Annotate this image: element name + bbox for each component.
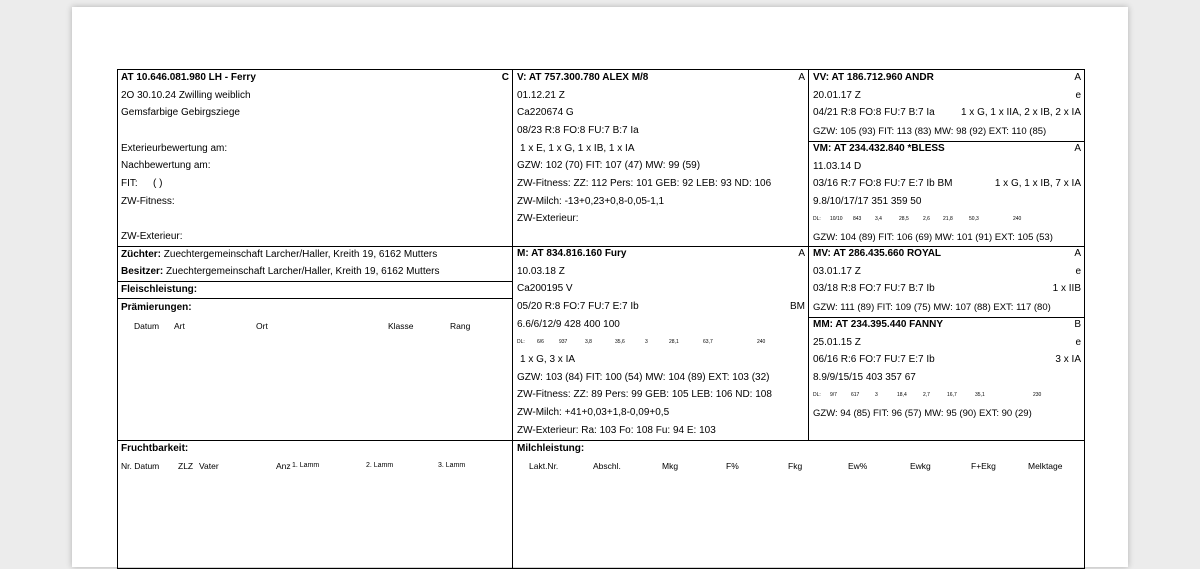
divider	[808, 70, 809, 440]
mother-title: M: AT 834.816.160 Fury	[517, 248, 627, 259]
mother-zw-fitness: ZW-Fitness: ZZ: 89 Pers: 99 GEB: 105 LEB: 106 ND: 108	[517, 389, 772, 400]
mother-gzw: GZW: 103 (84) FIT: 100 (54) MW: 104 (89) EXT: 103 (32)	[517, 372, 770, 383]
mm-dl-value: 9/7	[830, 392, 837, 398]
fit-label: FIT:	[121, 178, 138, 189]
animal-title: AT 10.646.081.980 LH - Ferry	[121, 72, 256, 83]
divider	[118, 246, 1084, 247]
mother-dl-value: 3,8	[585, 339, 592, 345]
mm-dl-value: 617	[851, 392, 860, 398]
fertility-label: Fruchtbarkeit:	[121, 443, 189, 454]
breeder-row	[121, 249, 437, 261]
vm-dl-value: 3,4	[875, 216, 882, 222]
mm-awards: 3 x IA	[1055, 354, 1081, 365]
mother-dl-value: 35,6	[615, 339, 625, 345]
mv-flag: e	[1075, 266, 1081, 277]
vv-flag: e	[1075, 90, 1081, 101]
mother-zw-exterior: ZW-Exterieur: Ra: 103 Fo: 108 Fu: 94 E: 103	[517, 425, 716, 436]
zw-exterior-label: ZW-Exterieur:	[121, 231, 183, 242]
divider	[118, 281, 512, 282]
vm-lactation: 9.8/10/17/17 351 359 50	[813, 196, 922, 207]
mother-dl-value: 240	[757, 339, 766, 345]
pedigree-form	[117, 69, 1085, 569]
mm-dl-value: 3	[875, 392, 878, 398]
zw-fitness-label: ZW-Fitness:	[121, 196, 175, 207]
mother-code: Ca200195 V	[517, 283, 573, 294]
mm-gzw: GZW: 94 (85) FIT: 96 (57) MW: 95 (90) EXT: 90 (29)	[813, 408, 1032, 419]
divider	[118, 298, 512, 299]
owner-value: Zuechtergemeinschaft Larcher/Haller, Kreith 19, 6162 Mutters	[166, 266, 440, 277]
document-page	[72, 7, 1128, 567]
milk-col-fe-kg: F+Ekg	[971, 461, 996, 471]
breeder-value: Zuechtergemeinschaft Larcher/Haller, Kreith 19, 6162 Mutters	[163, 249, 438, 260]
vm-awards: 1 x G, 1 x IB, 7 x IA	[994, 178, 1081, 189]
vm-dl-value: 21,8	[943, 216, 953, 222]
vv-awards: 1 x G, 1 x IIA, 2 x IB, 2 x IA	[960, 107, 1081, 118]
fertility-col-lamb3: 3. Lamm	[438, 462, 466, 469]
fertility-col-zlz: ZLZ	[178, 461, 194, 471]
mother-dl-value: 937	[559, 339, 568, 345]
mother-lactation: 6.6/6/12/9 428 400 100	[517, 319, 620, 330]
awards-col-rank: Rang	[450, 321, 471, 331]
mother-score: 05/20 R:8 FO:7 FU:7 E:7 Ib	[517, 301, 639, 312]
milk-col-days: Melktage	[1028, 461, 1063, 471]
milk-col-mkg: Mkg	[662, 461, 679, 471]
mv-score: 03/18 R:8 FO:7 FU:7 B:7 Ib	[813, 283, 935, 294]
milk-col-ewkg: Ewkg	[910, 461, 931, 471]
father-code: Ca220674 G	[517, 107, 574, 118]
mm-grade: B	[1074, 319, 1081, 330]
exterior-date-label: Exterieurbewertung am:	[121, 143, 228, 154]
fit-value: ( )	[153, 178, 163, 189]
milk-col-fkg: Fkg	[788, 461, 803, 471]
animal-breed: Gemsfarbige Gebirgsziege	[121, 107, 240, 118]
vv-score: 04/21 R:8 FO:8 FU:7 B:7 Ia	[813, 107, 935, 118]
mm-dl-label: DL:	[813, 392, 821, 398]
meat-performance-label: Fleischleistung:	[121, 284, 198, 295]
mm-dl-value: 16,7	[947, 392, 957, 398]
animal-grade: C	[501, 72, 509, 83]
milk-col-fat-pct: F%	[726, 461, 739, 471]
divider	[512, 70, 513, 568]
father-date: 01.12.21 Z	[517, 90, 565, 101]
divider	[808, 317, 1084, 318]
father-gzw: GZW: 102 (70) FIT: 107 (47) MW: 99 (59)	[517, 160, 701, 171]
mother-dl-value: 28,1	[669, 339, 679, 345]
awards-col-date: Datum	[134, 321, 160, 331]
mm-score: 06/16 R:6 FO:7 FU:7 E:7 Ib	[813, 354, 935, 365]
milk-label: Milchleistung:	[517, 443, 585, 454]
mv-awards: 1 x IIB	[1052, 283, 1081, 294]
mother-dl-value: 3	[645, 339, 648, 345]
vm-dl-value: 28,5	[899, 216, 909, 222]
fertility-col-date: Nr. Datum	[121, 461, 160, 471]
mm-dl-value: 2,7	[923, 392, 930, 398]
mother-zw-milk: ZW-Milch: +41+0,03+1,8-0,09+0,5	[517, 407, 670, 418]
animal-birth: 2O 30.10.24 Zwilling weiblich	[121, 90, 251, 101]
milk-col-protein-pct: Ew%	[848, 461, 868, 471]
mm-dl-value: 230	[1033, 392, 1042, 398]
vm-dl-value: 2,6	[923, 216, 930, 222]
vm-dl-value: 843	[853, 216, 862, 222]
mother-grade: A	[798, 248, 805, 259]
vm-dl-value: 50,3	[969, 216, 979, 222]
breeder-label: Züchter:	[121, 249, 161, 260]
mother-dl-label: DL:	[517, 339, 525, 345]
father-grade: A	[798, 72, 805, 83]
vm-score: 03/16 R:7 FO:8 FU:7 E:7 Ib BM	[813, 178, 953, 189]
mv-grade: A	[1074, 248, 1081, 259]
mother-awards: 1 x G, 3 x IA	[520, 354, 576, 365]
owner-row	[121, 266, 440, 278]
milk-col-closing: Abschl.	[593, 461, 621, 471]
milk-col-lact: Lakt.Nr.	[529, 461, 559, 471]
father-zw-exterior: ZW-Exterieur:	[517, 213, 579, 224]
vm-dl-label: DL:	[813, 216, 821, 222]
vm-date: 11.03.14 D	[813, 161, 862, 172]
vv-gzw: GZW: 105 (93) FIT: 113 (83) MW: 98 (92) EXT: 110 (85)	[813, 126, 1047, 137]
father-title: V: AT 757.300.780 ALEX M/8	[517, 72, 649, 83]
mm-dl-value: 18,4	[897, 392, 907, 398]
vm-grade: A	[1074, 143, 1081, 154]
fertility-col-father: Vater	[199, 461, 219, 471]
vv-title: VV: AT 186.712.960 ANDR	[813, 72, 934, 83]
mm-dl-value: 35,1	[975, 392, 985, 398]
father-score: 08/23 R:8 FO:8 FU:7 B:7 Ia	[517, 125, 639, 136]
awards-col-type: Art	[174, 321, 185, 331]
mv-date: 03.01.17 Z	[813, 266, 861, 277]
father-zw-fitness: ZW-Fitness: ZZ: 112 Pers: 101 GEB: 92 LEB: 93 ND: 106	[517, 178, 772, 189]
mother-date: 10.03.18 Z	[517, 266, 565, 277]
mm-lactation: 8.9/9/15/15 403 357 67	[813, 372, 916, 383]
divider	[118, 440, 1084, 441]
vm-gzw: GZW: 104 (89) FIT: 106 (69) MW: 101 (91) EXT: 105 (53)	[813, 232, 1053, 243]
vm-dl-value: 240	[1013, 216, 1022, 222]
vm-title: VM: AT 234.432.840 *BLESS	[813, 143, 945, 154]
vv-date: 20.01.17 Z	[813, 90, 861, 101]
vm-dl-value: 10/10	[830, 216, 843, 222]
owner-label: Besitzer:	[121, 266, 164, 277]
vv-grade: A	[1074, 72, 1081, 83]
mother-dl-value: 6/6	[537, 339, 544, 345]
awards-col-class: Klasse	[388, 321, 414, 331]
fertility-col-lamb2: 2. Lamm	[366, 462, 394, 469]
fertility-col-lamb1: 1. Lamm	[292, 462, 320, 469]
mother-dl-value: 63,7	[703, 339, 713, 345]
fertility-col-count: Anz	[276, 461, 291, 471]
father-awards: 1 x E, 1 x G, 1 x IB, 1 x IA	[520, 143, 635, 154]
father-zw-milk: ZW-Milch: -13+0,23+0,8-0,05-1,1	[517, 196, 665, 207]
reevaluation-label: Nachbewertung am:	[121, 160, 211, 171]
mv-title: MV: AT 286.435.660 ROYAL	[813, 248, 942, 259]
mm-flag: e	[1075, 337, 1081, 348]
divider	[808, 141, 1084, 142]
mm-date: 25.01.15 Z	[813, 337, 861, 348]
awards-label: Prämierungen:	[121, 302, 192, 313]
awards-col-place: Ort	[256, 321, 268, 331]
mm-title: MM: AT 234.395.440 FANNY	[813, 319, 944, 330]
mother-flag: BM	[790, 301, 805, 312]
mv-gzw: GZW: 111 (89) FIT: 109 (75) MW: 107 (88) EXT: 117 (80)	[813, 302, 1051, 313]
